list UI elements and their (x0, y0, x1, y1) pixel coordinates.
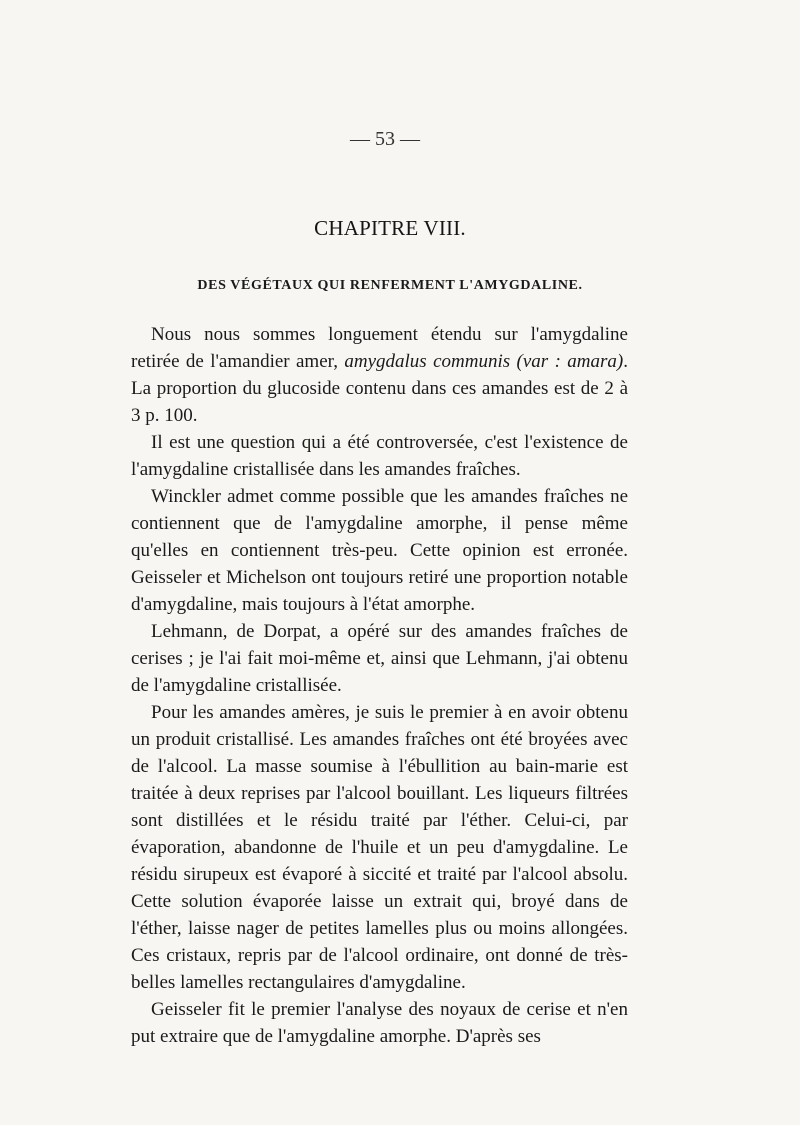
paragraph-2: Il est une question qui a été controversée, c'est l'existence de l'amygdaline cristallisée dans les amandes fraîches. (131, 432, 628, 480)
paragraph-6: Geisseler fit le premier l'analyse des noyaux de cerise et n'en put extraire que de l'amygdaline amorphe. D'après ses (131, 999, 628, 1047)
paragraph-1-italic-variety: (var : amara) (516, 351, 624, 372)
page-number: — 53 — (350, 128, 420, 150)
paragraph-4: Lehmann, de Dorpat, a opéré sur des amandes fraîches de cerises ; je l'ai fait moi-même et, ainsi que Lehmann, j'ai obtenu de l'amygdaline cristallisée. (131, 621, 628, 696)
paragraph-1 (131, 321, 628, 429)
paragraph-1-italic-species: amygdalus communis (344, 351, 511, 372)
paragraph-3: Winckler admet comme possible que les amandes fraîches ne contiennent que de l'amygdaline amorphe, il pense même qu'elles en contiennent très-peu. Cette opinion est erronée. Geisseler et Michelson ont toujours retiré une proportion notable d'amygdaline, mais toujours à l'état amorphe. (131, 486, 628, 615)
paragraph-5: Pour les amandes amères, je suis le premier à en avoir obtenu un produit cristallisé. Les amandes fraîches ont été broyées avec de l'alcool. La masse soumise à l'ébullition au bain-marie est traitée à deux reprises par l'alcool bouillant. Les liqueurs filtrées sont distillées et le résidu traité par l'éther. Celui-ci, par évaporation, abandonne de l'huile et un peu d'amygdaline. Le résidu sirupeux est évaporé à siccité et traité par l'alcool absolu. Cette solution évaporée laisse un extrait qui, broyé dans de l'éther, laisse nager de petites lamelles plus ou moins allongées. Ces cristaux, repris par de l'alcool ordinaire, ont donné de très-belles lamelles rectangulaires d'amygdaline. (131, 702, 628, 993)
body-text (131, 321, 628, 1050)
paragraph-1-after: . La proportion du glucoside contenu dans ces amandes est de 2 à 3 p. 100. (131, 351, 628, 426)
paragraph-1-before: Nous nous sommes longuement étendu sur l'amygdaline retirée de l'amandier amer, (131, 324, 628, 372)
chapter-subtitle: DES VÉGÉTAUX QUI RENFERMENT L'AMYGDALINE. (197, 278, 583, 293)
chapter-title: CHAPITRE VIII. (314, 216, 466, 240)
